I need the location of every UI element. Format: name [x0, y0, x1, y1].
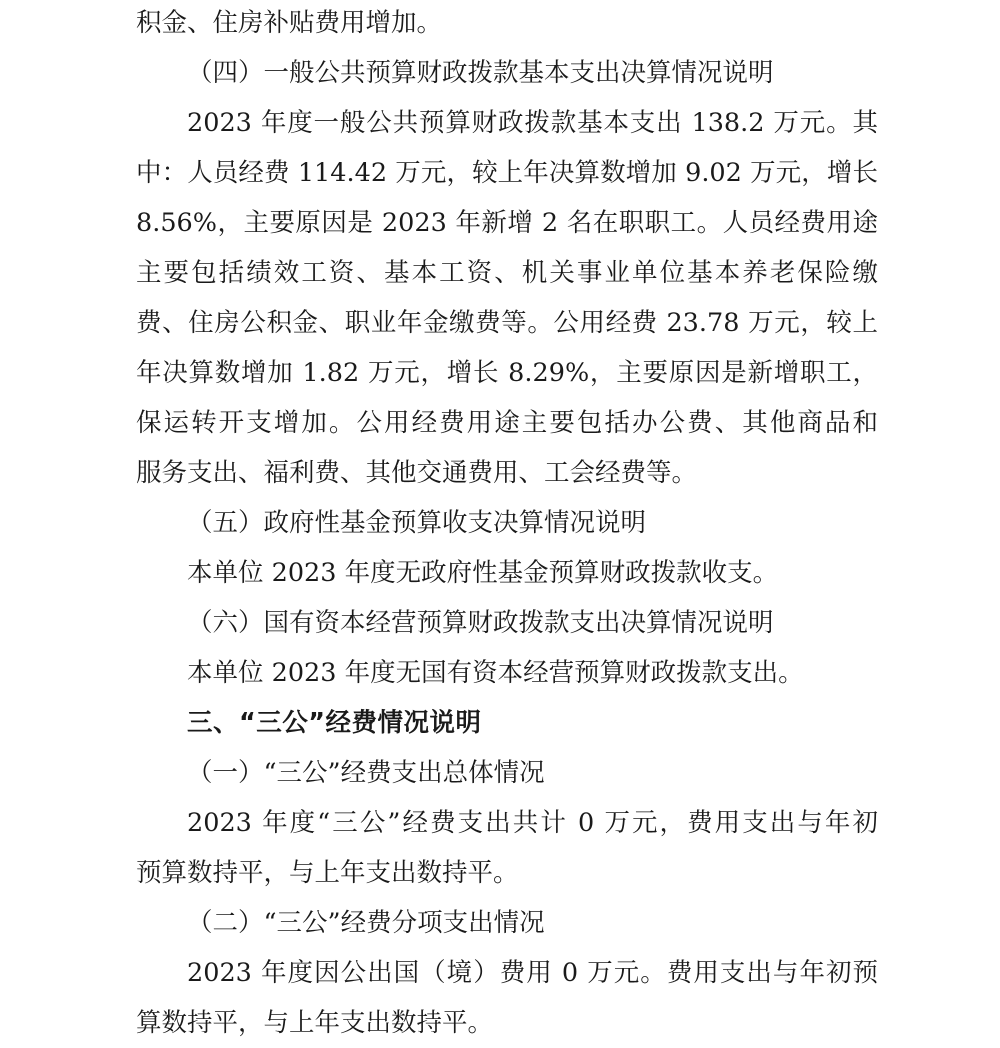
paragraph-line: 2023 年度一般公共预算财政拨款基本支出 138.2 万元。其: [187, 108, 878, 138]
paragraph-basic-expenditure: [136, 98, 878, 498]
document-body: [136, 0, 878, 1048]
paragraph-continued: [136, 0, 878, 48]
paragraph-line: 算数持平，与上年支出数持平。: [136, 1008, 494, 1038]
heading-text: （一）“三公”经费支出总体情况: [187, 758, 545, 788]
heading-itemized: [136, 898, 878, 948]
section-title-three-public: [136, 698, 878, 748]
paragraph-government-fund: [136, 548, 878, 598]
paragraph-line: 年决算数增加 1.82 万元，增长 8.29%，主要原因是新增职工，: [136, 358, 878, 388]
paragraph-line: 8.56%，主要原因是 2023 年新增 2 名在职职工。人员经费用途: [136, 208, 878, 238]
paragraph-line: 2023 年度因公出国（境）费用 0 万元。费用支出与年初预: [187, 958, 878, 988]
heading-text: （四）一般公共预算财政拨款基本支出决算情况说明: [187, 58, 774, 88]
paragraph-state-capital: [136, 648, 878, 698]
paragraph-line: 服务支出、福利费、其他交通费用、工会经费等。: [136, 458, 698, 488]
paragraph-line: 主要包括绩效工资、基本工资、机关事业单位基本养老保险缴: [136, 258, 878, 288]
paragraph-line: 中：人员经费 114.42 万元，较上年决算数增加 9.02 万元，增长: [136, 158, 878, 188]
paragraph-line: 积金、住房补贴费用增加。: [136, 8, 443, 38]
paragraph-itemized: [136, 948, 878, 1048]
heading-government-fund: [136, 498, 878, 548]
heading-basic-expenditure: [136, 48, 878, 98]
paragraph-line: 预算数持平，与上年支出数持平。: [136, 858, 519, 888]
heading-overall: [136, 748, 878, 798]
paragraph-line: 保运转开支增加。公用经费用途主要包括办公费、其他商品和: [136, 408, 878, 438]
paragraph-text: 本单位 2023 年度无政府性基金预算财政拨款收支。: [187, 558, 779, 588]
heading-text: （五）政府性基金预算收支决算情况说明: [187, 508, 647, 538]
paragraph-line: 费、住房公积金、职业年金缴费等。公用经费 23.78 万元，较上: [136, 308, 878, 338]
heading-state-capital: [136, 598, 878, 648]
section-title-text: 三、“三公”经费情况说明: [187, 708, 482, 738]
paragraph-line: 2023 年度“三公”经费支出共计 0 万元，费用支出与年初: [187, 808, 878, 838]
heading-text: （二）“三公”经费分项支出情况: [187, 908, 545, 938]
heading-text: （六）国有资本经营预算财政拨款支出决算情况说明: [187, 608, 774, 638]
paragraph-overall: [136, 798, 878, 898]
paragraph-text: 本单位 2023 年度无国有资本经营预算财政拨款支出。: [187, 658, 804, 688]
